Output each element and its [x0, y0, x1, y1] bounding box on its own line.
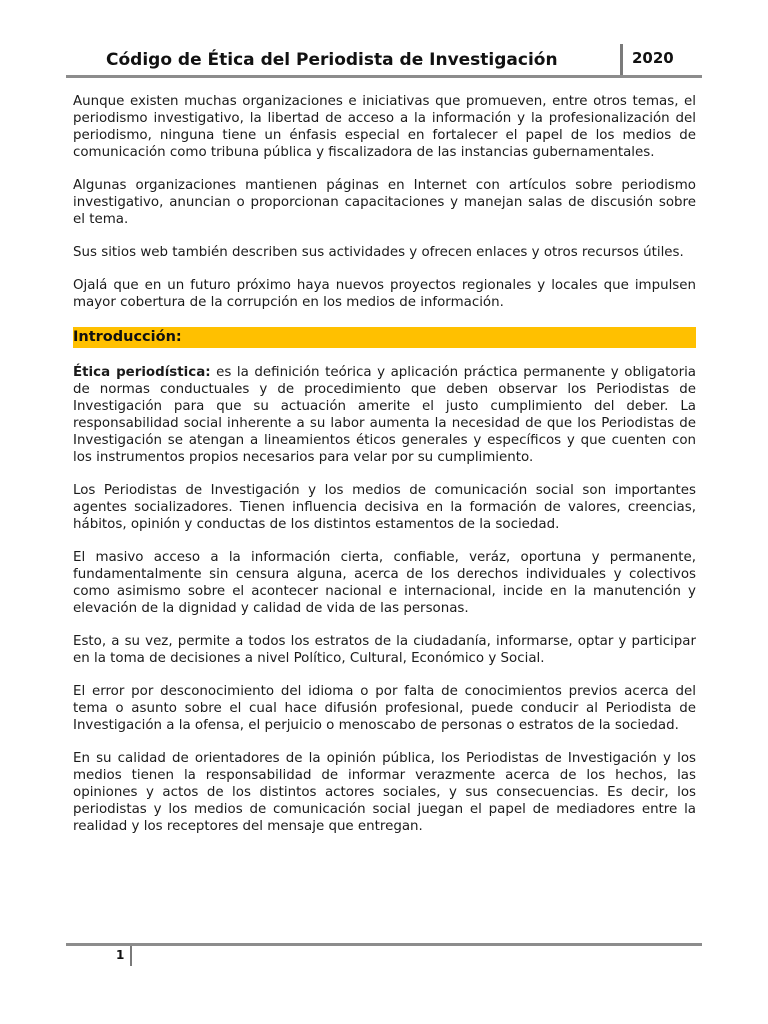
- document-title: Código de Ética del Periodista de Investigación: [106, 50, 558, 70]
- intro-paragraph-4: Ojalá que en un futuro próximo haya nuevos proyectos regionales y locales que impulsen mayor cobertura de la corrupción en los medios de información.: [73, 278, 696, 310]
- body-paragraph-4: El error por desconocimiento del idioma o por falta de conocimientos previos acerca del tema o asunto sobre el cual hace difusión profesional, puede conducir al Periodista de Investigación a la ofensa, el perjuicio o menoscabo de personas o estratos de la sociedad.: [73, 684, 696, 733]
- section-heading-introduccion: Introducción:: [73, 327, 696, 348]
- definition-text: es la definición teórica y aplicación práctica permanente y obligatoria de normas conductuales y de procedimiento que deben observar los Periodistas de Investigación para que su actuación amerite el justo cumplimiento del deber. La responsabilidad social inherente a su labor aumenta la necesidad de que los Periodistas de Investigación se atengan a lineamientos éticos generales y específicos y que cuenten con los instrumentos propios necesarios para velar por su cumplimiento.: [73, 365, 696, 465]
- footer-separator: [130, 946, 132, 966]
- body-paragraph-5: En su calidad de orientadores de la opinión pública, los Periodistas de Investigación y los medios tienen la responsabilidad de informar verazmente acerca de los hechos, las opiniones y actos de los distintos actores sociales, y sus consecuencias. Es decir, los periodistas y los medios de comunicación social juegan el papel de mediadores entre la realidad y los receptores del mensaje que entregan.: [73, 751, 696, 834]
- document-body: [73, 93, 696, 851]
- header-rule: [66, 75, 702, 78]
- body-paragraph-2: El masivo acceso a la información cierta, confiable, veráz, oportuna y permanente, fundamentalmente sin censura alguna, acerca de los derechos individuales y colectivos como asimismo sobre el acontecer nacional e internacional, incide en la manutención y elevación de la dignidad y calidad de vida de las personas.: [73, 550, 696, 616]
- page-number: 1: [116, 948, 125, 962]
- body-paragraph-1: Los Periodistas de Investigación y los medios de comunicación social son importantes agentes socializadores. Tienen influencia decisiva en la formación de valores, creencias, hábitos, opinión y conductas de los distintos estamentos de la sociedad.: [73, 483, 696, 532]
- definition-term: Ética periodística:: [73, 365, 211, 380]
- definition-paragraph: [73, 364, 696, 466]
- header-separator: [620, 44, 623, 76]
- body-paragraph-3: Esto, a su vez, permite a todos los estratos de la ciudadanía, informarse, optar y participar en la toma de decisiones a nivel Político, Cultural, Económico y Social.: [73, 634, 696, 666]
- intro-paragraph-2: Algunas organizaciones mantienen páginas en Internet con artículos sobre periodismo investigativo, anuncian o proporcionan capacitaciones y manejan salas de discusión sobre el tema.: [73, 178, 696, 227]
- intro-paragraph-3: Sus sitios web también describen sus actividades y ofrecen enlaces y otros recursos útiles.: [73, 245, 684, 260]
- footer-rule: [66, 943, 702, 946]
- page-header: [66, 44, 702, 76]
- intro-paragraph-1: Aunque existen muchas organizaciones e iniciativas que promueven, entre otros temas, el periodismo investigativo, la libertad de acceso a la información y la profesionalización del periodismo, ninguna tiene un énfasis especial en fortalecer el papel de los medios de comunicación como tribuna pública y fiscalizadora de las instancias gubernamentales.: [73, 94, 696, 160]
- document-year: 2020: [632, 49, 674, 67]
